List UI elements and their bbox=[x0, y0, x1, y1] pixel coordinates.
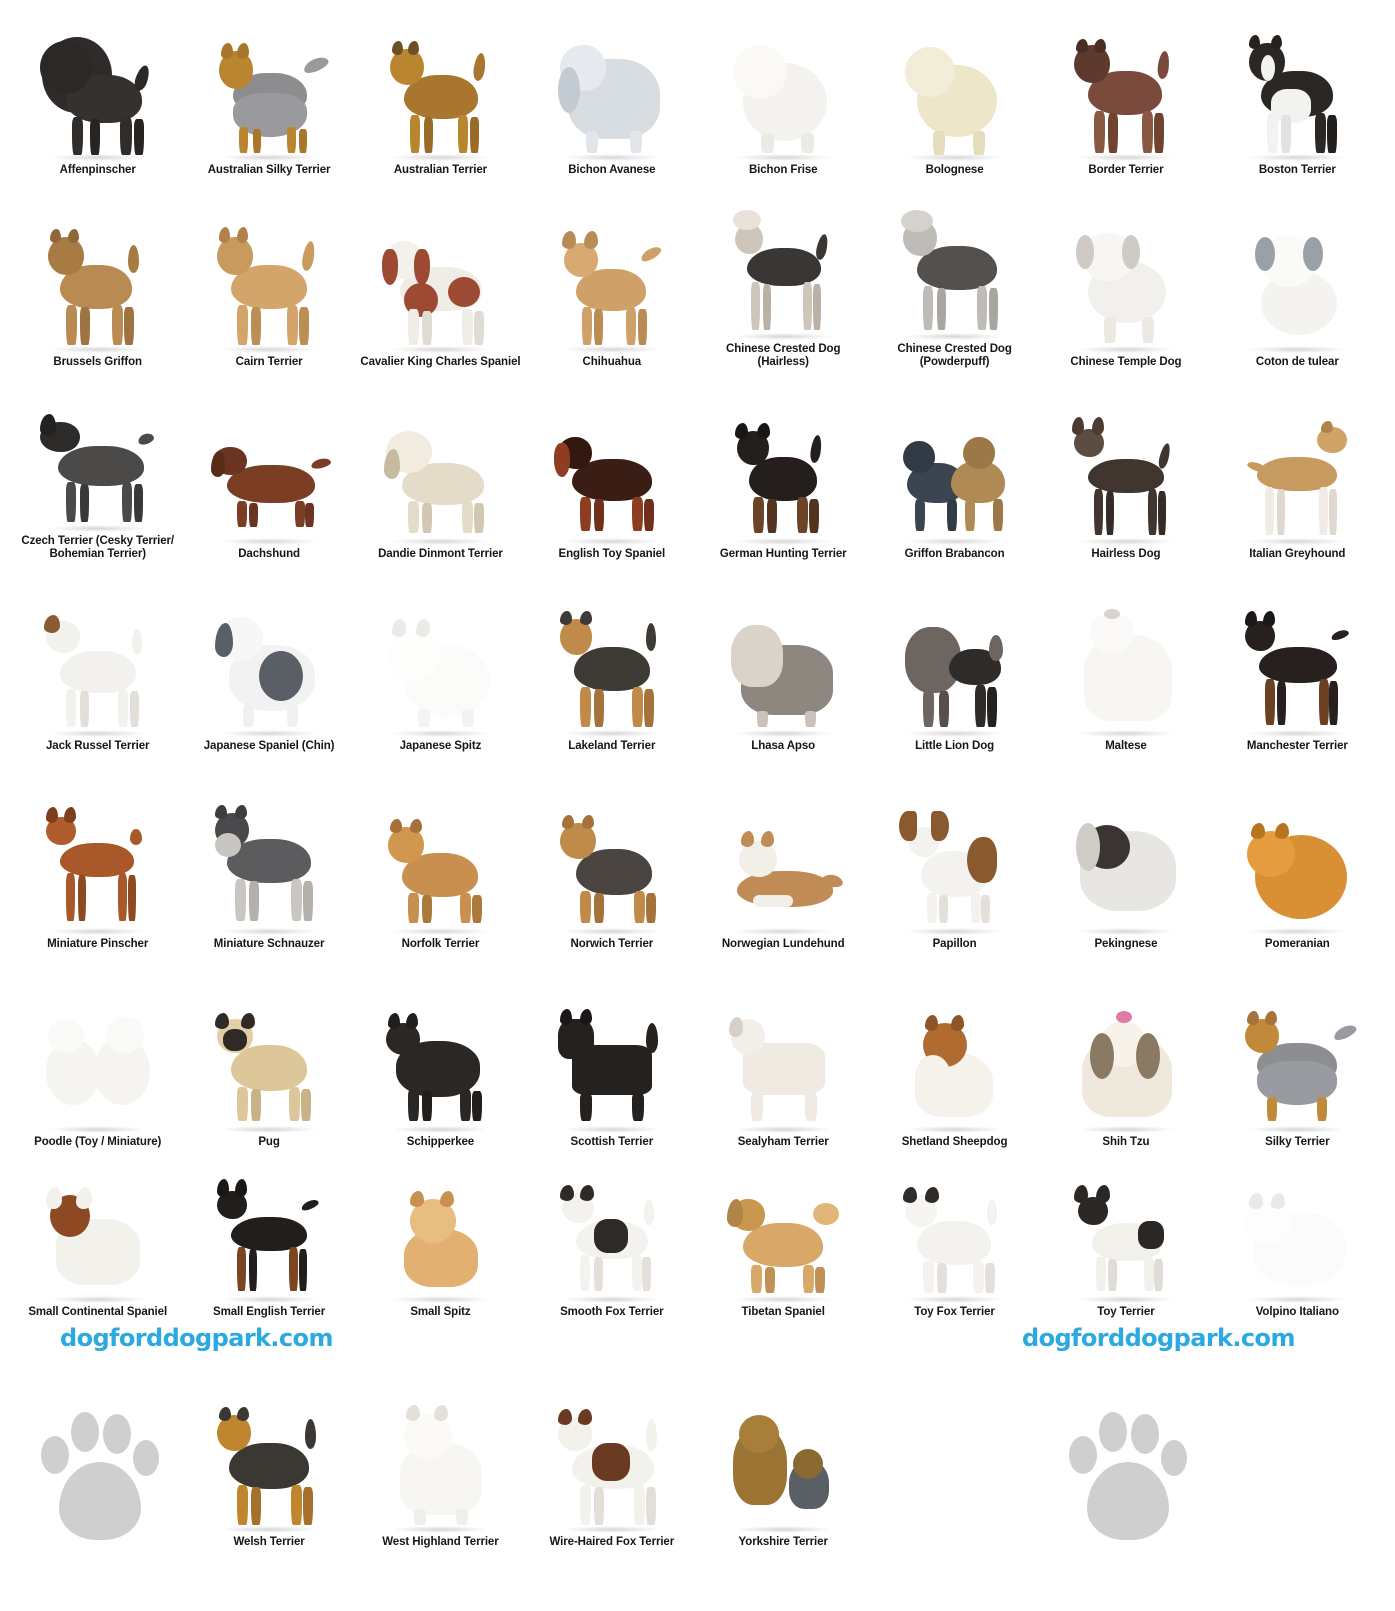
breed-name: Bichon Avanese bbox=[568, 164, 656, 177]
breed-row bbox=[12, 562, 1383, 754]
breed-row bbox=[12, 1360, 1383, 1550]
breed-cell bbox=[526, 562, 697, 754]
paw-print-right-cell bbox=[1040, 1360, 1211, 1550]
breed-photo bbox=[16, 392, 179, 530]
breed-name: Small Continental Spaniel bbox=[28, 1306, 168, 1319]
breed-name: Toy Fox Terrier bbox=[914, 1306, 995, 1319]
breed-row bbox=[12, 1150, 1383, 1320]
breed-cell bbox=[526, 1150, 697, 1320]
breed-cell bbox=[183, 370, 354, 562]
breed-photo bbox=[187, 1383, 350, 1531]
breed-cell bbox=[12, 370, 183, 562]
breed-name: Small English Terrier bbox=[213, 1306, 326, 1319]
breed-name: Cairn Terrier bbox=[235, 356, 303, 369]
breed-photo bbox=[702, 27, 865, 159]
breed-name: Affenpinscher bbox=[59, 164, 136, 177]
breed-photo bbox=[873, 593, 1036, 735]
breed-cell bbox=[526, 952, 697, 1150]
breed-name: Cavalier King Charles Spaniel bbox=[360, 356, 521, 369]
breed-cell bbox=[1212, 754, 1383, 952]
breed-cell bbox=[1040, 754, 1211, 952]
breed-photo bbox=[359, 405, 522, 543]
breed-cell bbox=[355, 6, 526, 178]
breed-cell bbox=[1040, 1150, 1211, 1320]
breed-name: Volpino Italiano bbox=[1255, 1306, 1339, 1319]
breed-name: Boston Terrier bbox=[1258, 164, 1336, 177]
breed-name: Scottish Terrier bbox=[570, 1136, 654, 1149]
breed-photo bbox=[16, 593, 179, 735]
breed-name: Welsh Terrier bbox=[233, 1536, 305, 1549]
breed-cell bbox=[355, 1150, 526, 1320]
breed-name: Manchester Terrier bbox=[1246, 740, 1348, 753]
breed-photo bbox=[359, 1165, 522, 1301]
breed-photo bbox=[702, 593, 865, 735]
breed-row bbox=[12, 952, 1383, 1150]
breed-name: Miniature Schnauzer bbox=[213, 938, 325, 951]
breed-cell bbox=[869, 178, 1040, 370]
breed-cell bbox=[12, 1150, 183, 1320]
breed-cell bbox=[1212, 562, 1383, 754]
breed-cell bbox=[355, 754, 526, 952]
breed-row bbox=[12, 754, 1383, 952]
breed-cell bbox=[526, 1360, 697, 1550]
breed-name: Yorkshire Terrier bbox=[738, 1536, 828, 1549]
breed-photo bbox=[1216, 27, 1379, 159]
breed-photo bbox=[16, 789, 179, 933]
breed-photo bbox=[702, 198, 865, 338]
breed-photo bbox=[16, 989, 179, 1131]
breed-name: Bolognese bbox=[925, 164, 984, 177]
breed-photo bbox=[359, 989, 522, 1131]
breed-cell bbox=[355, 178, 526, 370]
breed-cell bbox=[355, 562, 526, 754]
breed-cell bbox=[526, 370, 697, 562]
breed-cell bbox=[12, 178, 183, 370]
watermark-row bbox=[12, 1320, 1383, 1360]
breed-cell bbox=[1040, 562, 1211, 754]
breed-photo bbox=[873, 27, 1036, 159]
watermark-right: dogforddogpark.com bbox=[1022, 1324, 1295, 1352]
breed-photo bbox=[702, 1383, 865, 1531]
breed-name: Pomeranian bbox=[1264, 938, 1330, 951]
breed-name: Norwich Terrier bbox=[570, 938, 654, 951]
breed-name: Czech Terrier (Cesky Terrier/ Bohemian Terrier) bbox=[21, 534, 174, 561]
breed-photo bbox=[1044, 593, 1207, 735]
breed-photo bbox=[16, 27, 179, 159]
breed-photo bbox=[530, 789, 693, 933]
breed-cell bbox=[698, 370, 869, 562]
breed-photo bbox=[1044, 989, 1207, 1131]
breed-photo bbox=[873, 1165, 1036, 1301]
paw-print-icon bbox=[33, 1400, 163, 1550]
breed-photo bbox=[873, 989, 1036, 1131]
breed-photo bbox=[1044, 789, 1207, 933]
breed-name: Bichon Frise bbox=[748, 164, 818, 177]
breed-name: Silky Terrier bbox=[1265, 1136, 1330, 1149]
breed-photo bbox=[187, 789, 350, 933]
breed-photo bbox=[1216, 989, 1379, 1131]
breed-photo bbox=[359, 1383, 522, 1531]
breed-photo bbox=[359, 593, 522, 735]
breed-photo bbox=[873, 198, 1036, 338]
breed-photo bbox=[187, 27, 350, 159]
breed-photo bbox=[359, 211, 522, 351]
breed-cell bbox=[869, 754, 1040, 952]
breed-cell bbox=[869, 370, 1040, 562]
breed-cell bbox=[183, 562, 354, 754]
breed-name: Jack Russel Terrier bbox=[46, 740, 150, 753]
breed-cell bbox=[869, 1150, 1040, 1320]
breed-name: Coton de tulear bbox=[1255, 356, 1339, 369]
breed-name: Little Lion Dog bbox=[915, 740, 995, 753]
breed-row bbox=[12, 178, 1383, 370]
breed-photo bbox=[530, 27, 693, 159]
breed-cell bbox=[1212, 6, 1383, 178]
breed-cell bbox=[355, 952, 526, 1150]
breed-photo bbox=[359, 27, 522, 159]
breed-photo bbox=[1044, 211, 1207, 351]
breed-cell bbox=[1212, 370, 1383, 562]
breed-name: Chinese Crested Dog (Hairless) bbox=[725, 342, 841, 369]
breed-photo bbox=[359, 789, 522, 933]
breed-name: Smooth Fox Terrier bbox=[560, 1306, 664, 1319]
breed-photo bbox=[1216, 1165, 1379, 1301]
breed-name: Toy Terrier bbox=[1097, 1306, 1155, 1319]
breed-cell bbox=[1040, 370, 1211, 562]
breed-name: Schipperkee bbox=[406, 1136, 475, 1149]
breed-photo bbox=[187, 405, 350, 543]
breed-cell bbox=[1040, 952, 1211, 1150]
spacer-cell bbox=[1212, 1360, 1383, 1550]
breed-photo bbox=[187, 989, 350, 1131]
breed-name: Papillon bbox=[932, 938, 977, 951]
breed-cell bbox=[183, 6, 354, 178]
paw-print-left-cell bbox=[12, 1360, 183, 1550]
breed-cell bbox=[698, 178, 869, 370]
breed-name: Chinese Crested Dog (Powderpuff) bbox=[897, 342, 1012, 369]
breed-cell bbox=[698, 562, 869, 754]
breed-photo bbox=[1216, 593, 1379, 735]
breed-cell bbox=[1040, 178, 1211, 370]
breed-name: Shih Tzu bbox=[1102, 1136, 1150, 1149]
breed-photo bbox=[1044, 405, 1207, 543]
breed-photo bbox=[16, 1165, 179, 1301]
breed-name: Poodle (Toy / Miniature) bbox=[34, 1136, 162, 1149]
breed-name: Dachshund bbox=[238, 548, 300, 561]
breed-cell bbox=[698, 1360, 869, 1550]
breed-photo bbox=[1216, 789, 1379, 933]
breed-cell bbox=[1212, 178, 1383, 370]
breed-name: Lhasa Apso bbox=[751, 740, 816, 753]
breed-name: Brussels Griffon bbox=[53, 356, 142, 369]
paw-print-icon bbox=[1061, 1400, 1191, 1550]
breed-name: Japanese Spitz bbox=[399, 740, 482, 753]
breed-name: West Highland Terrier bbox=[382, 1536, 499, 1549]
breed-photo bbox=[530, 211, 693, 351]
breed-name: Shetland Sheepdog bbox=[901, 1136, 1008, 1149]
breed-name: German Hunting Terrier bbox=[719, 548, 847, 561]
breed-name: Australian Terrier bbox=[393, 164, 488, 177]
breed-name: Wire-Haired Fox Terrier bbox=[549, 1536, 675, 1549]
breed-row bbox=[12, 6, 1383, 178]
breed-name: Tibetan Spaniel bbox=[741, 1306, 825, 1319]
breed-name: Hairless Dog bbox=[1091, 548, 1161, 561]
breed-cell bbox=[12, 754, 183, 952]
breed-name: Pug bbox=[258, 1136, 280, 1149]
breed-name: Border Terrier bbox=[1088, 164, 1164, 177]
breed-cell bbox=[183, 754, 354, 952]
breed-cell bbox=[355, 1360, 526, 1550]
breed-cell bbox=[526, 178, 697, 370]
breed-photo bbox=[530, 593, 693, 735]
breed-cell bbox=[869, 952, 1040, 1150]
breed-cell bbox=[1212, 952, 1383, 1150]
breed-name: Griffon Brabancon bbox=[904, 548, 1005, 561]
breed-cell bbox=[1212, 1150, 1383, 1320]
breed-name: Dandie Dinmont Terrier bbox=[378, 548, 503, 561]
breed-photo bbox=[873, 789, 1036, 933]
breed-cell bbox=[698, 754, 869, 952]
breed-cell bbox=[12, 6, 183, 178]
breed-photo bbox=[530, 1383, 693, 1531]
breed-cell bbox=[698, 1150, 869, 1320]
breed-name: Maltese bbox=[1105, 740, 1147, 753]
breed-name: Italian Greyhound bbox=[1249, 548, 1346, 561]
breed-cell bbox=[183, 178, 354, 370]
breed-name: Chihuahua bbox=[582, 356, 642, 369]
breed-cell bbox=[12, 562, 183, 754]
breed-cell bbox=[183, 1150, 354, 1320]
breed-name: Chinese Temple Dog bbox=[1070, 356, 1182, 369]
breed-cell bbox=[526, 754, 697, 952]
breed-photo bbox=[530, 989, 693, 1131]
breed-photo bbox=[702, 1165, 865, 1301]
breed-name: Australian Silky Terrier bbox=[207, 164, 331, 177]
breed-row bbox=[12, 370, 1383, 562]
breed-name: Norwegian Lundehund bbox=[721, 938, 845, 951]
breed-cell bbox=[12, 952, 183, 1150]
spacer-cell bbox=[869, 1360, 1040, 1550]
breed-name: Small Spitz bbox=[410, 1306, 471, 1319]
breed-cell bbox=[526, 6, 697, 178]
breed-photo bbox=[702, 989, 865, 1131]
breed-cell bbox=[698, 952, 869, 1150]
breed-photo bbox=[702, 789, 865, 933]
breed-name: Japanese Spaniel (Chin) bbox=[203, 740, 335, 753]
breed-name: Lakeland Terrier bbox=[568, 740, 656, 753]
breed-photo bbox=[1216, 405, 1379, 543]
breed-photo bbox=[873, 405, 1036, 543]
breed-photo bbox=[187, 211, 350, 351]
watermark-left: dogforddogpark.com bbox=[60, 1324, 333, 1352]
breed-photo bbox=[187, 1165, 350, 1301]
breed-name: Sealyham Terrier bbox=[737, 1136, 829, 1149]
breed-photo bbox=[1044, 1165, 1207, 1301]
breed-photo bbox=[1044, 27, 1207, 159]
breed-cell bbox=[1040, 6, 1211, 178]
breed-cell bbox=[183, 952, 354, 1150]
breed-photo bbox=[530, 1165, 693, 1301]
breed-photo bbox=[1216, 211, 1379, 351]
breed-photo bbox=[187, 593, 350, 735]
breed-name: Pekingnese bbox=[1094, 938, 1158, 951]
breed-name: English Toy Spaniel bbox=[558, 548, 666, 561]
breed-cell bbox=[183, 1360, 354, 1550]
breed-cell bbox=[869, 562, 1040, 754]
breed-photo bbox=[702, 405, 865, 543]
breed-cell bbox=[698, 6, 869, 178]
breed-cell bbox=[869, 6, 1040, 178]
breed-name: Miniature Pinscher bbox=[47, 938, 149, 951]
breed-photo bbox=[530, 405, 693, 543]
breed-photo bbox=[16, 211, 179, 351]
breed-cell bbox=[355, 370, 526, 562]
breed-name: Norfolk Terrier bbox=[401, 938, 480, 951]
